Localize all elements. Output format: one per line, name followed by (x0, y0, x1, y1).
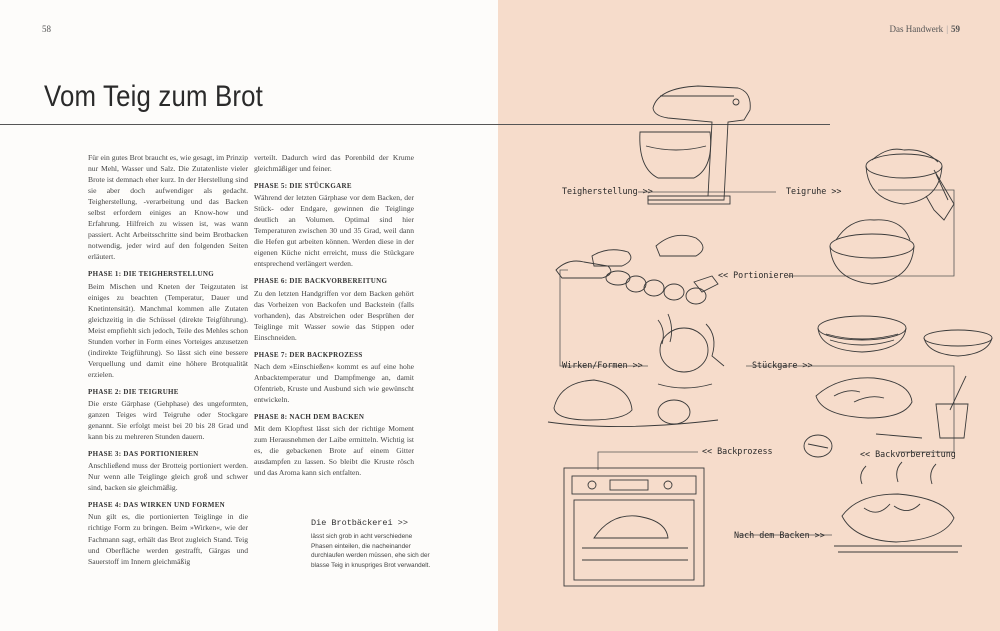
step-label-teigruhe: Teigruhe >> (786, 186, 842, 196)
text-column-2 (254, 152, 414, 485)
phase-3-heading: PHASE 3: DAS PORTIONIEREN (88, 450, 199, 459)
text-column-1 (88, 152, 248, 574)
oven-drawing (564, 468, 704, 586)
step-label-nach-dem-backen: Nach dem Backen >> (734, 530, 825, 540)
running-header-right: Das Handwerk | 59 (889, 24, 960, 34)
stand-mixer-drawing (640, 86, 750, 204)
phase-8-text: Mit dem Klopftest lässt sich der richtige Moment zum Herausnehmen der Laibe ermitteln. Wichtig ist es, die gebackenen Brote auf einem Gitter ausdampfen zu lassen. So bleibt die Kruste rösch und das Aroma kann sich entfalten. (254, 424, 414, 478)
step-label-teigherstellung: Teigherstellung >> (562, 186, 653, 196)
phase-4-heading: PHASE 4: DAS WIRKEN UND FORMEN (88, 501, 226, 510)
phase-6-heading: PHASE 6: DIE BACKVORBEREITUNG (254, 277, 388, 286)
page-title: Vom Teig zum Brot (44, 80, 263, 113)
phase-2-heading: PHASE 2: DIE TEIGRUHE (88, 387, 179, 396)
phase-5-heading: PHASE 5: DIE STÜCKGARE (254, 182, 352, 191)
intro-paragraph: Für ein gutes Brot braucht es, wie gesagt, im Prinzip nur Mehl, Wasser und Salz. Die Zutatenliste vieler Brote ist demnach eher kurz. In der Herstellung sind sie aber doch aufwendiger als gedacht. Teigherstellung, -verarbeitung und das Backen selbst erfordern einiges an Know-how und Erfahrung. Hilfreich zu wissen ist, was wann passiert. Acht Arbeitsschritte sind beim Brotbacken notwendig, jeder wird auf den folgenden Seiten erläutert. (88, 153, 248, 262)
step-label-wirken-formen: Wirken/Formen >> (562, 360, 643, 370)
sidebar-heading: Die Brotbäckerei >> (311, 518, 408, 528)
phase-7-heading: PHASE 7: DER BACKPROZESS (254, 350, 363, 359)
shaped-loaf-drawing (548, 380, 718, 427)
step-label-backprozess: << Backprozess (702, 446, 773, 456)
phase-4-text: Nun gilt es, die portionierten Teiglinge in die richtige Form zu bringen. Beim »Wirken«, wie der Fachmann sagt, erhält das Brot zugleich Stand. Teig und Oberfläche werden gestrafft, Gärgas und Sauerstoff im Innern gleichmäßig (88, 512, 248, 566)
phase-2-text: Die erste Gärphase (Gehphase) des ungeformten, ganzen Teiges wird Teigruhe oder Stockgare genannt. Sie erfolgt meist bei 20 bis 28 Grad und kann bis zu mehreren Stunden dauern. (88, 398, 248, 442)
covered-bowl-drawing (866, 149, 954, 220)
phase-4-continued: verteilt. Dadurch wird das Porenbild der Krume gleichmäßiger und feiner. (254, 153, 414, 174)
phase-1-text: Beim Mischen und Kneten der Teigzutaten ist einiges zu beachten (Temperatur, Dauer und Knetintensität). Manchmal kommen alle Zutaten gleichzeitig in die Schüssel (direkte Teigführung). Meist empfiehlt sich jedoch, Teile des Mehles schon Stunden vorher in Form eines Vorteiges anzusetzen (indirekte Teigführung). So lässt sich eine bessere Verquellung und damit eine höhere Brotqualität erzielen. (88, 281, 248, 379)
proofing-baskets-drawing (818, 316, 992, 356)
step-label-portionieren: << Portionieren (718, 270, 794, 280)
dough-bowl-drawing (830, 220, 914, 284)
sidebar-text: lässt sich grob in acht verschiedene Phasen einteilen, die nacheinander durchlaufen werden müssen, ehe sich der blasse Teig in knuspriges Brot verwandelt. (311, 533, 431, 569)
baking-prep-drawing (804, 376, 968, 457)
shaping-hands-drawing (658, 314, 724, 388)
step-label-backvorbereitung: << Backvorbereitung (860, 449, 956, 459)
phase-5-text: Während der letzten Gärphase vor dem Backen, der Stück- oder Endgare, gewinnen die Teiglinge deutlich an Volumen. Optimal sind hier Temperaturen zwischen 30 und 35 Grad, weil dann die Hefen gut arbeiten können. Werden diese in der eigenen Küche nicht erreicht, muss die Stückgare entsprechend verlängert werden. (254, 193, 414, 269)
sidebar-box (311, 518, 431, 570)
phase-7-text: Nach dem »Einschießen« kommt es auf eine hohe Anbacktemperatur und Dampfmenge an, damit Ofentrieb, Kruste und Ausbund sich wie gewünscht entwickeln. (254, 361, 414, 404)
phase-8-heading: PHASE 8: NACH DEM BACKEN (254, 412, 365, 421)
portioned-dough-drawing (556, 235, 718, 304)
finished-loaf-drawing (834, 462, 962, 552)
phase-3-text: Anschließend muss der Brotteig portioniert werden. Nur wenn alle Teiglinge gleich groß und schwer sind, backen sie gleichmäßig. (88, 461, 248, 493)
phase-6-text: Zu den letzten Handgriffen vor dem Backen gehört das Vorheizen von Backofen und Backstein (falls vorhanden), das Abstreichen oder Besprühen der Teiglinge mit Wasser sowie das Stippen oder Einschneiden. (254, 288, 414, 342)
page-number-left: 58 (42, 24, 51, 34)
phase-1-heading: PHASE 1: DIE TEIGHERSTELLUNG (88, 270, 214, 279)
section-name: Das Handwerk (889, 24, 944, 34)
page-number-right: 59 (951, 24, 960, 34)
step-label-stueckgare: Stückgare >> (752, 360, 813, 370)
